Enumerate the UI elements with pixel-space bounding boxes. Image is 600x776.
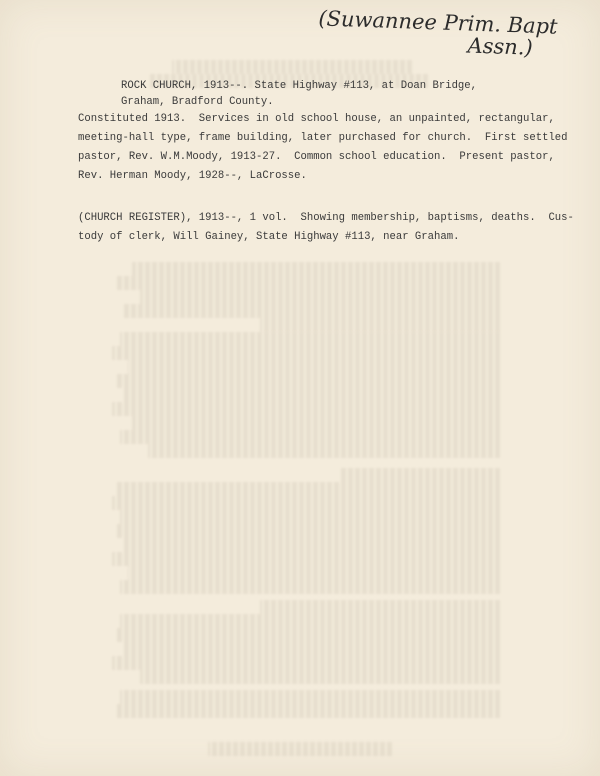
bleed-through-block-6 <box>100 690 500 718</box>
bleed-through-block-5 <box>100 600 500 684</box>
history-paragraph <box>78 110 568 186</box>
paragraph-line: Rev. Herman Moody, 1928--, LaCrosse. <box>78 170 307 182</box>
bleed-through-block-7 <box>100 742 500 756</box>
bleed-through-block-2 <box>100 262 500 332</box>
paragraph-line: pastor, Rev. W.M.Moody, 1913-27. Common school education. Present pastor, <box>78 151 555 163</box>
paragraph-line: Constituted 1913. Services in old school house, an unpainted, rectangular, <box>78 113 555 125</box>
records-paragraph <box>78 209 574 247</box>
annotation-line-1: (Suwannee Prim. Bapt <box>318 6 558 39</box>
paragraph-line: tody of clerk, Will Gainey, State Highway #113, near Graham. <box>78 231 460 243</box>
annotation-line-2: Assn.) <box>467 33 534 60</box>
bleed-through-block-3 <box>100 332 500 458</box>
paragraph-line: (CHURCH REGISTER), 1913--, 1 vol. Showing membership, baptisms, deaths. Cus- <box>78 212 574 224</box>
heading-line-2: Graham, Bradford County. <box>121 96 274 108</box>
heading-line-1: ROCK CHURCH, 1913--. State Highway #113, at Doan Bridge, <box>121 80 478 92</box>
entry-heading <box>121 78 501 110</box>
bleed-through-block-4 <box>100 468 500 594</box>
paragraph-line: meeting-hall type, frame building, later purchased for church. First settled <box>78 132 568 144</box>
handwritten-annotation <box>317 7 588 60</box>
